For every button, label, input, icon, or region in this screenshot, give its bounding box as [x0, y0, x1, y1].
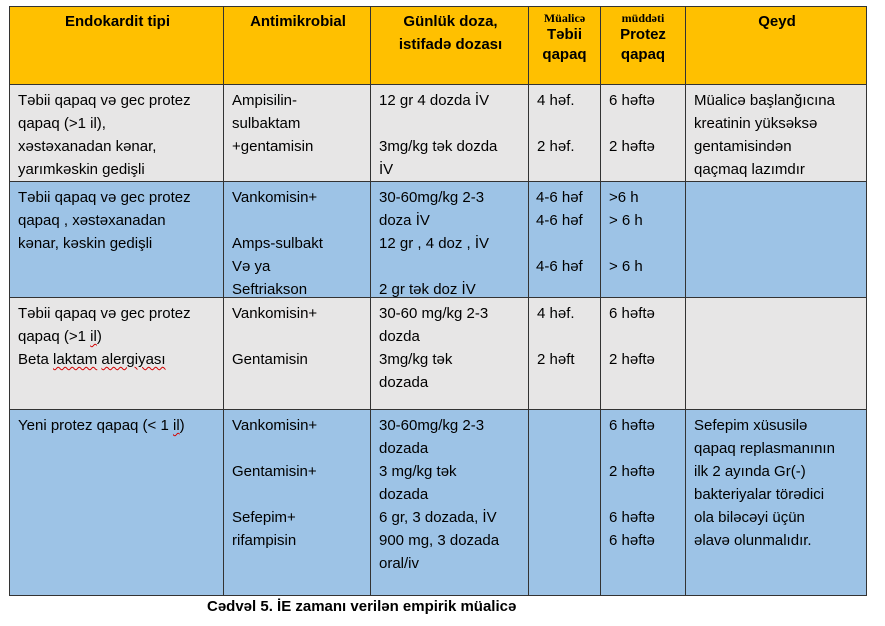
row1-drug: Ampisilin- sulbaktam +gentamisin — [224, 85, 371, 182]
row2-natural-duration: 4-6 həf 4-6 həf 4-6 həf — [529, 182, 601, 298]
row1-note: Müalicə başlanğıcına kreatinin yüksəksə gentamisindən qaçmaq lazımdır — [686, 85, 867, 182]
header-endocarditis-type: Endokardit tipi — [9, 6, 224, 85]
header-daily-dose: Günlük doza, istifadə dozası — [371, 6, 529, 85]
row3-prosthetic-duration: 6 həftə 2 həftə — [601, 298, 686, 410]
row3-note — [686, 298, 867, 410]
row2-dose: 30-60mg/kg 2-3 doza İV 12 gr , 4 doz , İV 2 gr tək doz İV — [371, 182, 529, 298]
row3-natural-duration: 4 həf. 2 həft — [529, 298, 601, 410]
row2-type: Təbii qapaq və gec protez qapaq , xəstəxanadan kənar, kəskin gedişli — [9, 182, 224, 298]
row4-dose: 30-60mg/kg 2-3 dozada 3 mg/kg tək dozada 6 gr, 3 dozada, İV 900 mg, 3 dozada oral/iv — [371, 410, 529, 596]
header-antimicrobial: Antimikrobial — [224, 6, 371, 85]
row1-dose: 12 gr 4 dozda İV 3mg/kg tək dozda İV — [371, 85, 529, 182]
row2-drug: Vankomisin+ Amps-sulbakt Və ya Seftriakson — [224, 182, 371, 298]
row1-type: Təbii qapaq və gec protez qapaq (>1 il), xəstəxanadan kənar, yarımkəskin gedişli — [9, 85, 224, 182]
header-duration-prosthetic: müddəti Protez qapaq — [601, 6, 686, 85]
row3-type: Təbii qapaq və gec protez qapaq (>1 il) Beta laktam alergiyası — [9, 298, 224, 410]
row1-natural-duration: 4 həf. 2 həf. — [529, 85, 601, 182]
row4-note: Sefepim xüsusilə qapaq replasmanının ilk 2 ayında Gr(-) bakteriyalar törədici ola biləcəyi üçün əlavə olunmalıdır. — [686, 410, 867, 596]
row4-drug: Vankomisin+ Gentamisin+ Sefepim+ rifampisin — [224, 410, 371, 596]
empiric-therapy-table — [9, 6, 867, 596]
row3-dose: 30-60 mg/kg 2-3 dozda 3mg/kg tək dozada — [371, 298, 529, 410]
table-caption: Cədvəl 5. İE zamanı verilən empirik müalicə — [207, 598, 517, 615]
row1-prosthetic-duration: 6 həftə 2 həftə — [601, 85, 686, 182]
row2-note — [686, 182, 867, 298]
row3-drug: Vankomisin+ Gentamisin — [224, 298, 371, 410]
header-duration-natural: Müalicə Təbii qapaq — [529, 6, 601, 85]
row4-natural-duration — [529, 410, 601, 596]
row2-prosthetic-duration: >6 h > 6 h > 6 h — [601, 182, 686, 298]
row4-type: Yeni protez qapaq (< 1 il) — [9, 410, 224, 596]
row4-prosthetic-duration: 6 həftə 2 həftə 6 həftə 6 həftə — [601, 410, 686, 596]
header-note: Qeyd — [686, 6, 867, 85]
